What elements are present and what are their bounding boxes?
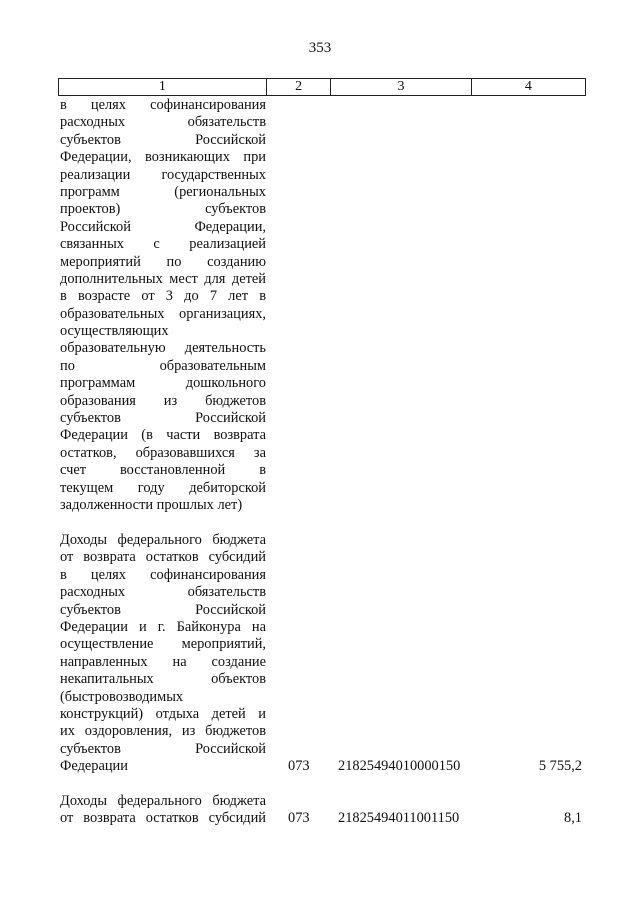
admin-code: 073 <box>288 810 310 826</box>
text-line: от возврата остатков субсидий <box>60 810 266 827</box>
column-header-2: 2 <box>266 79 331 96</box>
entry-description <box>60 793 266 828</box>
text-line: мероприятий по созданию <box>60 253 266 270</box>
text-line: осуществление мероприятий, <box>60 636 266 653</box>
amount: 5 755,2 <box>538 758 582 774</box>
text-line: образовательную деятельность <box>60 340 266 357</box>
text-line: образовательных организациях, <box>60 305 266 322</box>
text-line: в целях софинансирования <box>60 566 266 583</box>
text-line: Федерации, возникающих при <box>60 149 266 166</box>
text-line: Федерации (в части возврата <box>60 427 266 444</box>
text-line: остатков, образовавшихся за <box>60 444 266 461</box>
text-line: в возрасте от 3 до 7 лет в <box>60 288 266 305</box>
text-line: субъектов Российской <box>60 410 266 427</box>
text-line: проектов) субъектов <box>60 201 266 218</box>
text-line: счет восстановленной в <box>60 462 266 479</box>
text-line: Доходы федерального бюджета <box>60 793 266 809</box>
text-line: в целях софинансирования <box>60 97 266 113</box>
column-header-3: 3 <box>331 79 471 96</box>
text-line: направленных на создание <box>60 653 266 670</box>
column-header-4: 4 <box>471 79 585 96</box>
text-line: их оздоровления, из бюджетов <box>60 723 266 740</box>
budget-classification-code: 21825494010000150 <box>338 758 461 774</box>
text-line: субъектов Российской <box>60 131 266 148</box>
text-line: от возврата остатков субсидий <box>60 549 266 566</box>
text-line: образования из бюджетов <box>60 392 266 409</box>
text-line: конструкций) отдыха детей и <box>60 705 266 722</box>
text-line: программ (региональных <box>60 183 266 200</box>
amount: 8,1 <box>564 810 582 826</box>
text-line: задолженности прошлых лет) <box>60 496 243 513</box>
text-line: реализации государственных <box>60 166 266 183</box>
text-line: дополнительных мест для детей <box>60 270 266 287</box>
entry-description <box>60 532 266 775</box>
admin-code: 073 <box>288 758 310 774</box>
column-header-1: 1 <box>59 79 267 96</box>
text-line: Российской Федерации, <box>60 218 266 235</box>
text-line: субъектов Российской <box>60 601 266 618</box>
text-line: по образовательным <box>60 357 266 374</box>
text-line: Доходы федерального бюджета <box>60 532 266 548</box>
text-line: расходных обязательств <box>60 584 266 601</box>
text-line: Федерации <box>60 758 128 775</box>
text-line: субъектов Российской <box>60 740 266 757</box>
budget-classification-code: 21825494011001150 <box>338 810 460 826</box>
column-header-row <box>58 78 586 96</box>
text-line: расходных обязательств <box>60 114 266 131</box>
text-line: Федерации и г. Байконура на <box>60 618 266 635</box>
text-line: некапитальных объектов <box>60 671 266 688</box>
text-line: (быстровозводимых <box>60 688 184 705</box>
text-line: программам дошкольного <box>60 375 266 392</box>
text-line: текущем году дебиторской <box>60 479 266 496</box>
text-line: связанных с реализацией <box>60 236 266 253</box>
entry-description <box>60 97 266 514</box>
page-number: 353 <box>308 40 332 56</box>
text-line: осуществляющих <box>60 323 169 340</box>
